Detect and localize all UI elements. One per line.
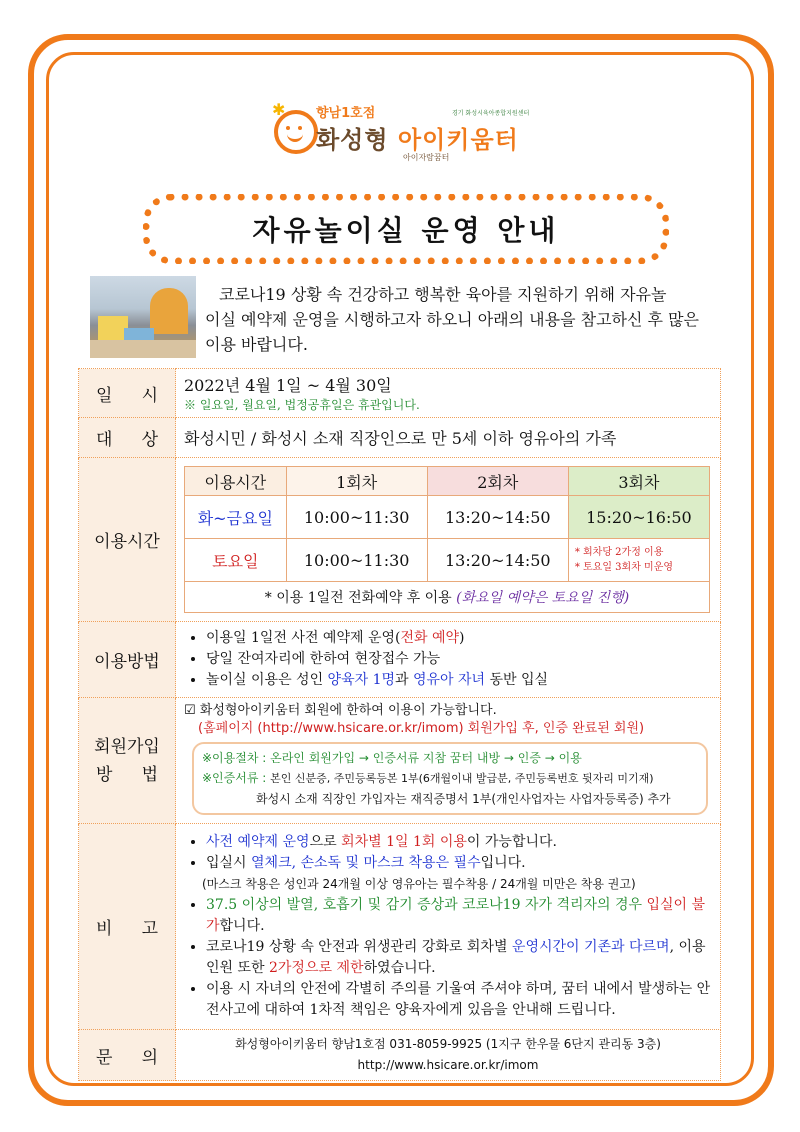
logo-sub: 아이자람꿈터	[403, 153, 450, 162]
row-date	[79, 369, 721, 418]
intro-line-2: 이실 예약제 운영을 시행하고자 하오니 아래의 내용을 참고하신 후 많은 이용 바랍니다.	[205, 310, 699, 354]
list-item: • 이용 시 자녀의 안전에 각별히 주의를 기울여 주셔야 하며, 꿈터 내에서 발생하는 안전사고에 대하여 1차적 책임은 양육자에게 있음을 안내해 드립니다.	[206, 979, 712, 1021]
date-note: ※ 일요일, 월요일, 법정공휴일은 휴관입니다.	[184, 398, 420, 412]
list-item: • 사전 예약제 운영으로 회차별 1일 1회 이용이 가능합니다.	[206, 832, 712, 853]
list-item: • 당일 잔여자리에 한하여 현장접수 가능	[206, 649, 712, 670]
contact-url[interactable]: http://www.hsicare.or.kr/imom	[357, 1058, 539, 1072]
remarks-list	[184, 832, 712, 1021]
contact-label: 문 의	[79, 1030, 176, 1081]
list-item: • 놀이실 이용은 성인 양육자 1명과 영유아 자녀 동반 입실	[206, 670, 712, 691]
saturday-label: 토요일	[185, 539, 287, 582]
membership-head: ☑ 화성형아이키움터 회원에 한하여 이용이 가능합니다.	[184, 703, 497, 718]
info-table	[78, 368, 721, 1081]
membership-link: (홈페이지 (http://www.hsicare.or.kr/imom) 회원가입 후, 인증 완료된 회원)	[198, 721, 645, 736]
schedule-header-1: 1회차	[286, 467, 427, 496]
date-label: 일 시	[79, 369, 176, 418]
footer-highlight: (화요일 예약은 토요일 진행)	[456, 590, 630, 606]
list-item: • 37.5 이상의 발열, 호흡기 및 감기 증상과 코로나19 자가 격리자의 경우 입실이 불가합니다.	[206, 895, 712, 937]
schedule-header-3: 3회차	[568, 467, 709, 496]
membership-box: ※이용절차 : 온라인 회원가입 → 인증서류 지참 꿈터 내방 → 인증 → 이용 ※인증서류 : 본인 신분증, 주민등록등본 1부(6개월이내 발급분, 주민등록번호 뒷자리 미기재) 화성시 소재 직장인 가입자는 재직증명서 1부(개인사업자는 사업자등록증) 추가	[192, 742, 708, 815]
page-title: 자유놀이실 운영 안내	[252, 214, 560, 247]
logo	[270, 100, 540, 170]
schedule-header-2: 2회차	[427, 467, 568, 496]
star-icon: ✱	[272, 100, 286, 119]
date-value: 2022년 4월 1일 ~ 4월 30일	[184, 376, 392, 395]
schedule-table	[184, 466, 710, 613]
title-box	[143, 194, 669, 264]
schedule-header-0: 이용시간	[185, 467, 287, 496]
row-hours	[79, 458, 721, 622]
logo-org: 경기 화성시육아종합지원센터	[452, 110, 530, 117]
list-item: • 이용일 1일전 사전 예약제 운영(전화 예약)	[206, 628, 712, 649]
logo-name	[316, 120, 519, 155]
smiley-face-icon	[274, 110, 318, 154]
intro-line-1: 코로나19 상황 속 건강하고 행복한 육아를 지원하기 위해 자유놀	[219, 285, 667, 304]
playroom-photo	[90, 276, 196, 358]
weekday-session-2: 13:20~14:50	[427, 496, 568, 539]
logo-branch: 향남1호점	[316, 106, 376, 121]
weekday-session-1: 10:00~11:30	[286, 496, 427, 539]
remarks-label: 비 고	[79, 824, 176, 1030]
logo-name-a: 화성형	[316, 126, 398, 154]
list-item: • 입실시 열체크, 손소독 및 마스크 착용은 필수입니다. (마스크 착용은 성인과 24개월 이상 영유아는 필수착용 / 24개월 미만은 착용 권고)	[206, 853, 712, 895]
row-remarks	[79, 824, 721, 1030]
saturday-session-2: 13:20~14:50	[427, 539, 568, 582]
target-value: 화성시민 / 화성시 소재 직장인으로 만 5세 이하 영유아의 가족	[176, 418, 721, 458]
list-item: • 코로나19 상황 속 안전과 위생관리 강화로 회차별 운영시간이 기존과 다르며, 이용 인원 또한 2가정으로 제한하였습니다.	[206, 937, 712, 979]
target-label: 대 상	[79, 418, 176, 458]
method-label: 이용방법	[79, 622, 176, 698]
row-membership	[79, 698, 721, 824]
row-contact	[79, 1030, 721, 1081]
method-list	[184, 628, 712, 691]
schedule-footer: * 이용 1일전 전화예약 후 이용 (화요일 예약은 토요일 진행)	[185, 582, 710, 613]
hours-label: 이용시간	[79, 458, 176, 622]
row-target	[79, 418, 721, 458]
logo-name-b: 아이키움터	[397, 126, 519, 154]
weekday-session-3: 15:20~16:50	[568, 496, 709, 539]
weekday-label: 화~금요일	[185, 496, 287, 539]
row-method	[79, 622, 721, 698]
contact-line-1: 화성형아이키움터 향남1호점 031-8059-9925 (1지구 한우물 6단지 관리동 3층)	[235, 1037, 661, 1051]
saturday-notes: * 회차당 2가정 이용 * 토요일 3회차 미운영	[568, 539, 709, 582]
membership-label: 회원가입 방 법	[79, 698, 176, 824]
saturday-session-1: 10:00~11:30	[286, 539, 427, 582]
